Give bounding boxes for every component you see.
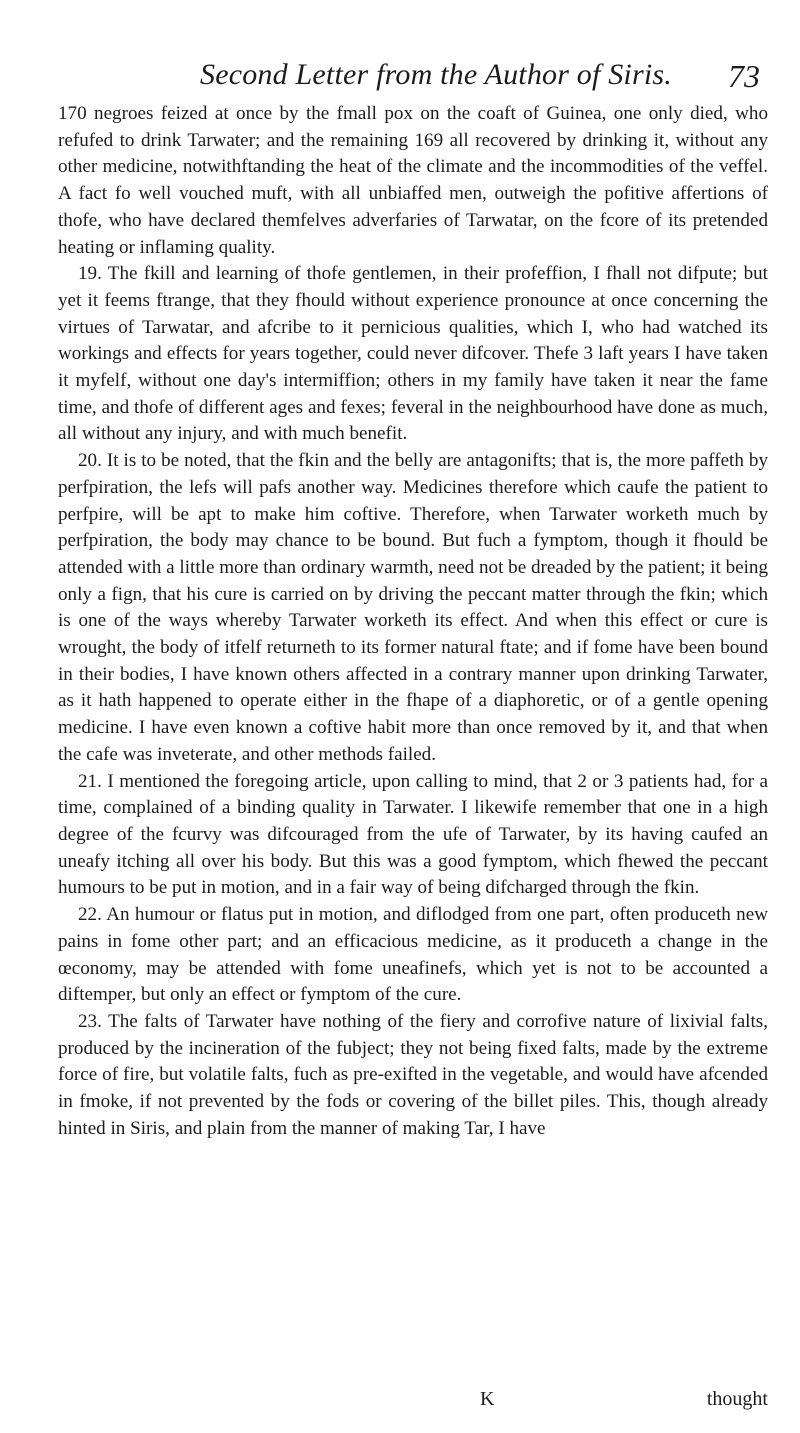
signature-mark: K xyxy=(480,1388,495,1410)
paragraph-19: 19. The fkill and learning of thofe gentlemen, in their profeffion, I fhall not difpute; but yet it feems ftrange, that they fhould without experience pronounce at once concerning the virtues of Tarwatar, and afcribe to it pernicious qualities, which I, who had watched its workings and effects for years together, could never difcover. Thefe 3 laft years I have taken it myfelf, without one day's intermiffion; others in my family have taken it near the fame time, and thofe of different ages and fexes; feveral in the neighbourhood have done as much, all without any injury, and with much benefit. xyxy=(58,263,768,445)
paragraph-20: 20. It is to be noted, that the fkin and the belly are antagonifts; that is, the more paffeth by perfpiration, the lefs will pafs another way. Medicines therefore which caufe the patient to perfpire, will be apt to make him coftive. Therefore, when Tarwater worketh much by perfpiration, the body may chance to be bound. But fuch a fymptom, though it fhould be attended with a little more than ordinary warmth, need not be dreaded by the patient; it being only a fign, that his cure is carried on by driving the peccant matter through the fkin; which is one of the ways whereby Tarwater worketh its effect. And when this effect or cure is wrought, the body of itfelf returneth to its former natural ftate; and if fome have been bound in their bodies, I have known others affected in a contrary manner upon drinking Tarwater, as it hath happened to operate either in the fhape of a diaphoretic, or of a gentle opening medicine. I have even known a coftive habit more than once removed by it, and that when the cafe was inveterate, and other methods failed. xyxy=(58,450,768,765)
paragraph-21: 21. I mentioned the foregoing article, upon calling to mind, that 2 or 3 patients had, for a time, complained of a binding quality in Tarwater. I likewife remember that one in a high degree of the fcurvy was difcouraged from the ufe of Tarwater, by its having caufed an uneafy itching all over his body. But this was a good fymptom, which fhewed the peccant humours to be put in motion, and in a fair way of being difcharged through the fkin. xyxy=(58,770,768,899)
running-head xyxy=(200,58,760,104)
running-title: Second Letter from the Author of Siris. xyxy=(200,58,672,91)
catchword: thought xyxy=(706,1388,768,1410)
paragraph-22: 22. An humour or flatus put in motion, and diflodged from one part, often produceth new pains in fome other part; and an efficacious medicine, as it produceth a change in the œconomy, may be attended with fome uneafinefs, which yet is not to be accounted a diftemper, but only an effect or fymptom of the cure. xyxy=(58,904,768,1006)
page-number: 73 xyxy=(728,58,760,94)
paragraph-23: 23. The falts of Tarwater have nothing of the fiery and corrofive nature of lixivial falts, produced by the incineration of the fubject; they not being fixed falts, made by the extreme force of fire, but volatile falts, fuch as pre-exifted in the vegetable, and would have afcended in fmoke, if not prevented by the fods or covering of the billet piles. This, though already hinted in Siris, and plain from the manner of making Tar, I have xyxy=(58,1010,768,1139)
page-footer xyxy=(58,1388,768,1418)
paragraph-18-continued: 170 negroes feized at once by the fmall pox on the coaft of Guinea, one only died, who refufed to drink Tarwater; and the remaining 169 all recovered by drinking it, without any other medicine, notwithftanding the heat of the climate and the incommodities of the veffel. A fact fo well vouched muft, with all unbiaffed men, outweigh the pofitive affertions of thofe, who have declared themfelves adverfaries of Tarwatar, on the fcore of its pretended heating or inflaming quality. xyxy=(58,103,768,258)
body-text xyxy=(58,101,768,1142)
